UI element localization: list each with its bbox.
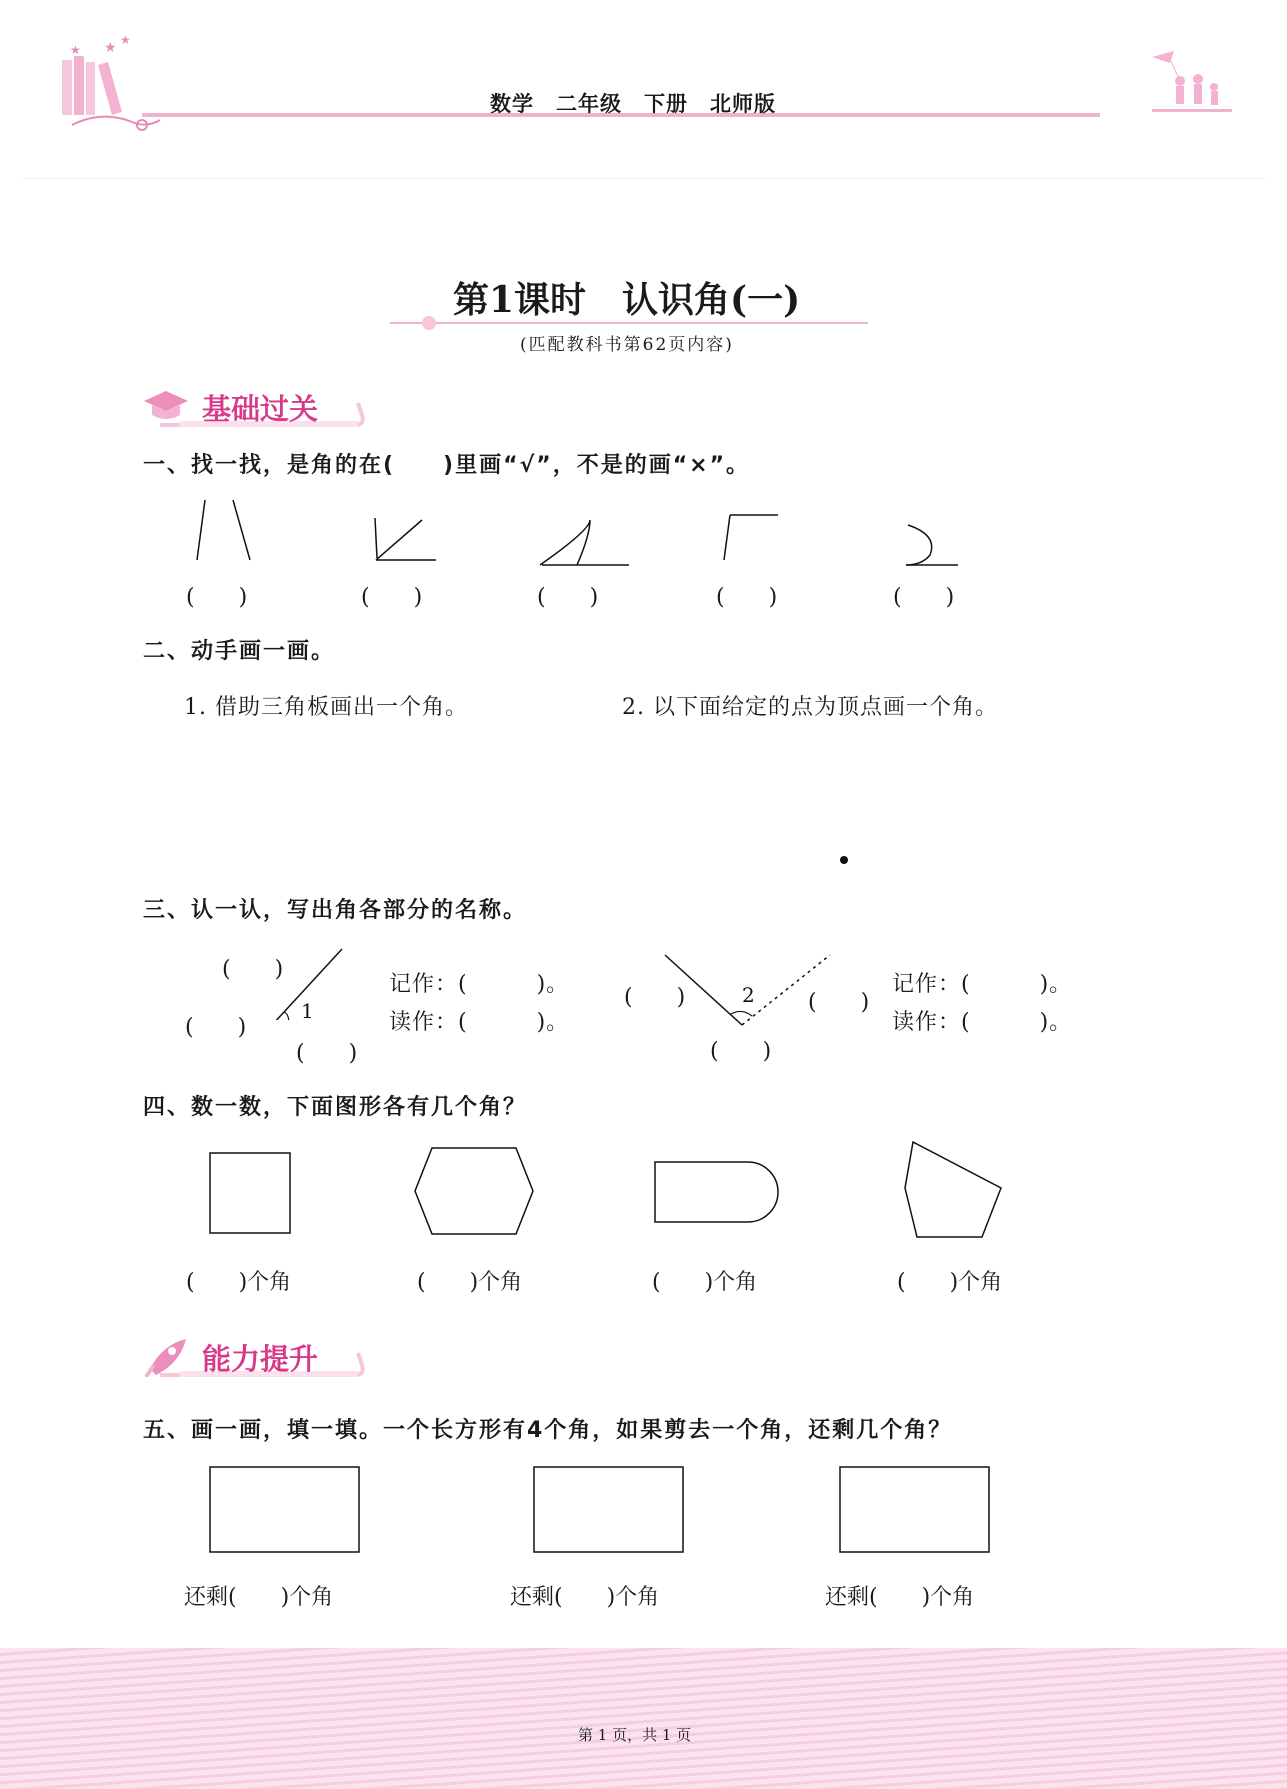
q2-item-1: 1. 借助三角板画出一个角。 xyxy=(184,695,468,720)
q1-answer-blank-1[interactable]: ( ) xyxy=(186,585,248,610)
q5-answer-1[interactable]: 还剩( )个角 xyxy=(184,1585,334,1610)
q1-answer-blank-5[interactable]: ( ) xyxy=(893,585,955,610)
q2-prompt: 二、动手画一画。 xyxy=(143,639,336,664)
q3-a2-blank-bottom[interactable]: ( ) xyxy=(710,1039,772,1064)
q4-answer-2[interactable]: ( )个角 xyxy=(417,1270,523,1295)
section-banner-basic xyxy=(140,385,365,431)
q1-prompt: 一、找一找，是角的在( )里画“√”，不是的画“×”。 xyxy=(143,453,751,478)
q1-figure-5 xyxy=(906,525,958,565)
svg-text:2: 2 xyxy=(742,983,755,1007)
q1-figure-4 xyxy=(724,515,778,560)
q1-answer-blank-4[interactable]: ( ) xyxy=(716,585,778,610)
q4-pentagon xyxy=(905,1142,1001,1237)
q2-vertex-point xyxy=(840,856,848,864)
header-title: 数学 二年级 下册 北师版 xyxy=(490,91,776,116)
q5-rectangle-2 xyxy=(534,1467,683,1552)
svg-text:★: ★ xyxy=(104,40,117,56)
q5-rectangle-3 xyxy=(840,1467,989,1552)
title-underline xyxy=(390,322,868,324)
q3-a1-reading: 读作：( )。 xyxy=(389,1010,570,1035)
children-kite-icon xyxy=(1152,45,1232,125)
q5-prompt: 五、画一画，填一填。一个长方形有4个角，如果剪去一个角，还剩几个角？ xyxy=(143,1418,953,1443)
q4-shapes xyxy=(200,1140,1020,1240)
books-logo-icon xyxy=(42,30,172,140)
svg-text:★: ★ xyxy=(70,43,81,57)
q1-figures xyxy=(170,495,970,575)
q1-answer-blank-3[interactable]: ( ) xyxy=(537,585,599,610)
q3-a1-blank-top[interactable]: ( ) xyxy=(222,957,284,982)
q4-answer-3[interactable]: ( )个角 xyxy=(652,1270,758,1295)
q3-a1-blank-bottom[interactable]: ( ) xyxy=(296,1041,358,1066)
page-header xyxy=(22,0,1267,179)
q1-figure-3 xyxy=(540,520,629,565)
q1-figure-2-line xyxy=(370,515,440,565)
q3-a2-blank-left[interactable]: ( ) xyxy=(624,985,686,1010)
q3-a2-blank-right[interactable]: ( ) xyxy=(808,990,870,1015)
graduation-cap-icon xyxy=(142,389,190,425)
page-footer xyxy=(0,1648,1287,1789)
svg-text:★: ★ xyxy=(120,33,131,47)
q5-rectangles xyxy=(200,1462,1000,1557)
q3-a1-notation: 记作：( )。 xyxy=(389,972,570,997)
q3-prompt: 三、认一认，写出角各部分的名称。 xyxy=(143,898,528,923)
q4-answer-1[interactable]: ( )个角 xyxy=(186,1270,292,1295)
footer-page-number: 第 1 页，共 1 页 xyxy=(578,1726,692,1744)
q3-a2-reading: 读作：( )。 xyxy=(892,1010,1073,1035)
q1-answer-blank-2[interactable]: ( ) xyxy=(361,585,423,610)
lesson-subtitle: (匹配教科书第62页内容) xyxy=(520,335,734,355)
q1-figure-1 xyxy=(197,500,250,560)
section-title-advanced: 能力提升 xyxy=(202,1342,319,1376)
section-title-basic: 基础过关 xyxy=(202,392,319,426)
q4-rounded-shape xyxy=(655,1162,778,1222)
q5-answer-3[interactable]: 还剩( )个角 xyxy=(825,1585,975,1610)
q4-prompt: 四、数一数，下面图形各有几个角？ xyxy=(143,1095,528,1120)
q5-answer-2[interactable]: 还剩( )个角 xyxy=(510,1585,660,1610)
q2-item-2: 2. 以下面给定的点为顶点画一个角。 xyxy=(622,695,998,720)
title-dot-icon xyxy=(422,316,436,330)
svg-text:1: 1 xyxy=(301,999,314,1020)
q5-rectangle-1 xyxy=(210,1467,359,1552)
q3-a2-notation: 记作：( )。 xyxy=(892,972,1073,997)
q4-answer-4[interactable]: ( )个角 xyxy=(897,1270,1003,1295)
q4-hexagon xyxy=(415,1148,533,1234)
rocket-icon xyxy=(142,1335,190,1377)
section-banner-advanced xyxy=(140,1335,365,1381)
lesson-title: 第1课时 认识角(一) xyxy=(453,279,801,321)
q4-square xyxy=(210,1153,290,1233)
q3-a1-blank-left[interactable]: ( ) xyxy=(185,1015,247,1040)
